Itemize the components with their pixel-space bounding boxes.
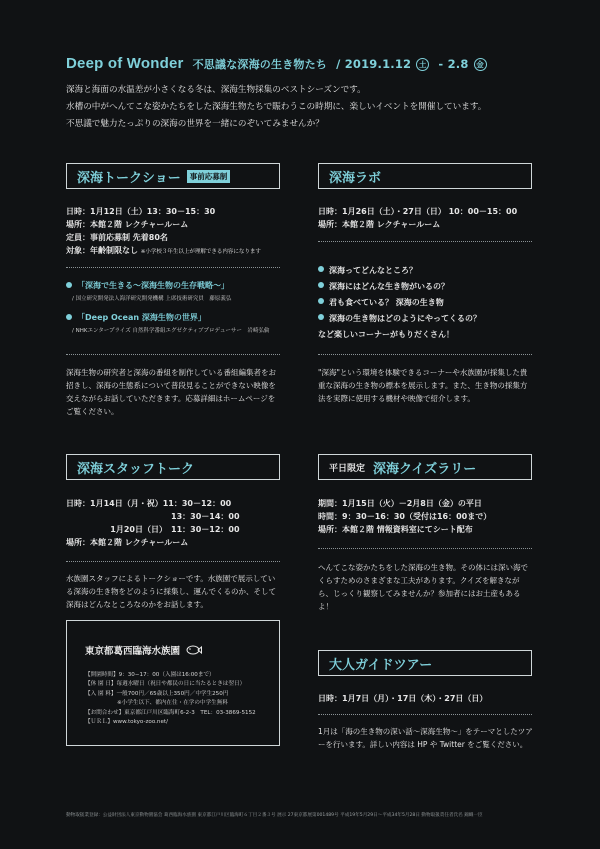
session-item [66,311,286,324]
quiz-description: へんてこな姿かたちをした深海の生き物。その体には深い海でくらすためのさまざまな工夫があります。クイズを解きながら、じっくり観察してみませんか？参加者にはお土産もあるよ！ [318,563,528,611]
date-start: / 2019.1.12 [336,57,412,71]
divider [318,241,532,242]
quiz-period: 期間：1月15日（火）－2月8日（金）の平日 [318,499,482,508]
staff-talk-date-2 [66,523,286,536]
talk-show-description: 深海生物の研究者と深海の番組を制作している番組編集者をお招きし、深海の生態系について普段見ることができない映像を交えながらお話していただきます。応募詳細はホームページをご覧ください。 [66,368,276,416]
lab-info [318,205,517,231]
session-title: 「Deep Ocean 深海生物の世界」 [77,313,206,322]
quiz-title: 深海クイズラリー [373,461,477,477]
session-presenter: / NHKエンタープライズ 自然科学番組エグゼクティブプロデューサー 岩崎弘倫 [72,328,270,334]
divider [318,354,532,355]
lab-item [318,279,538,295]
intro-line: 水槽の中がへんてこな姿かたちをした深海生物たちで賑わうこの時期に、楽しいイベントを開催しています。 [66,102,487,112]
aquarium-name [85,643,202,657]
weekday-badge-start: 土 [416,58,429,71]
bullet-dot-icon [318,282,324,288]
pre-registration-tag: 事前応募制 [187,170,231,183]
lab-item-text: 深海の生き物はどのようにやってくるの？ [329,314,481,323]
talk-show-title: 深海トークショー [77,170,181,186]
session-item [66,279,286,292]
brand-name: Deep of Wonder [66,55,184,72]
guide-tour-title: 大人ガイドツアー [329,657,433,673]
guide-tour-title-box [318,650,532,676]
lab-item [318,263,538,279]
aquarium-info-box [66,620,280,746]
talk-show-target [66,244,261,259]
talk-show-target-text: 対象：年齢制限なし [66,246,138,255]
weekday-badge-end: 金 [474,58,487,71]
aquarium-url[interactable]: 【ＵＲＬ】www.tokyo-zoo.net/ [85,719,168,726]
divider [318,714,532,715]
quiz-time: 時間：9：30－16：30（受付は16：00まで） [318,512,492,521]
divider [66,561,280,562]
divider [318,548,532,549]
quiz-place: 場所：本館２階 情報資料室にてシート配布 [318,525,473,534]
aquarium-fee-note: ※小学生以下、都内在住・在学の中学生無料 [117,700,228,707]
staff-talk-title-box [66,454,280,480]
bullet-dot-icon [66,282,72,288]
aquarium-name-text: 東京都葛西臨海水族園 [85,646,181,657]
quiz-info [318,497,491,536]
staff-talk-description: 水族園スタッフによるトークショーです。水族園で展示している深海の生き物をどのように採集し、運んでくるのか、そして深海はどんなところなのかをお話します。 [66,574,276,609]
lab-item-text: 深海ってどんなところ？ [329,266,417,275]
aquarium-hours: 【開園時間】9：30−17：00（入園は16:00まで） [85,672,215,678]
lab-date: 日時：1月26日（土）・27日（日） 10：00－15：00 [318,207,518,216]
talk-show-sessions [66,279,286,343]
lab-item [318,295,538,311]
quiz-title-box [318,454,532,480]
staff-talk-time-2: 13：30－14：00 [171,512,240,521]
aquarium-closed: 【休 園 日】毎週水曜日（祝日や都民の日に当たるときは翌日） [85,681,246,688]
lab-title-box [318,163,532,189]
bullet-dot-icon [66,314,72,320]
header [66,55,546,133]
talk-show-info [66,205,261,259]
staff-talk-place: 場所：本館２階 レクチャールーム [66,538,189,547]
bullet-dot-icon [318,314,324,320]
session-title: 「深海で生きる〜深海生物の生存戦略〜」 [77,281,229,290]
talk-show-target-note: ※小学校３年生以上が理解できる内容になります [140,249,261,255]
date-end: - 2.8 [438,57,469,71]
lab-title: 深海ラボ [329,170,382,186]
staff-talk-date-2-day: 1月20日（日） [110,525,167,534]
event-title [66,55,546,72]
bullet-dot-icon [318,298,324,304]
footer-registration: 動物取扱業登録：公益財団法人東京動物園協会 葛西臨海水族園 東京都江戸川区臨海町６丁目２番３号 展示 27東京都展第001489号 平成19年5月29日〜平成34年5月28日 動物取扱責任者氏名 錦織一臣 [66,813,483,818]
talk-show-capacity: 定員：事前応募制 先着80名 [66,233,168,242]
lab-description: "深海"という環境を体験できるコーナーや水族園が採集した貴重な深海の生き物の標本を展示します。また、生き物の採集方法を実際に使用する機材や映像で紹介します。 [318,368,528,403]
fish-logo-icon [186,645,202,655]
lab-closing: など楽しいコーナーがもりだくさん！ [318,330,454,339]
intro-line: 不思議で魅力たっぷりの深海の世界を一緒にのぞいてみませんか？ [66,119,324,129]
divider [66,354,280,355]
staff-talk-date-2-time: 11：30－12：00 [171,525,240,534]
staff-talk-info [66,497,286,549]
talk-show-date: 日時：1月12日（土）13：30－15：30 [66,207,216,216]
staff-talk-title: 深海スタッフトーク [77,461,195,477]
quiz-prefix: 平日限定 [329,463,366,474]
lab-item-text: 君も食べている？ 深海の生き物 [329,298,444,307]
bullet-dot-icon [318,266,324,272]
divider [66,267,280,268]
guide-tour-date: 日時：1月7日（月）・17日（木）・27日（日） [318,694,488,703]
lab-item-text: 深海にはどんな生き物がいるの？ [329,282,449,291]
aquarium-details [85,671,256,727]
lab-item [318,311,538,327]
intro-line: 深海と海面の水温差が小さくなる冬は、深海生物採集のベストシーズンです。 [66,85,366,95]
guide-tour-description: 1月は「海の生き物の深い話〜深海生物〜」をテーマとしたツアーを行います。詳しい内容は HP や Twitter をご覧ください。 [318,727,533,749]
aquarium-contact: 【お問合わせ】東京都江戸川区臨海町6-2-3 TEL：03-3869-5152 [85,709,256,716]
talk-show-title-box [66,163,280,189]
session-presenter: / 国立研究開発法人海洋研究開発機構 上席技術研究員 藤原義弘 [72,296,232,302]
talk-show-place: 場所：本館２階 レクチャールーム [66,220,189,229]
staff-talk-date-1: 日時：1月14日（月・祝）11：30－12：00 [66,499,232,508]
lab-place: 場所：本館２階 レクチャールーム [318,220,441,229]
event-subtitle: 不思議な深海の生き物たち [192,58,328,71]
aquarium-fee: 【入 園 料】一般700円／65歳以上350円／中学生250円 [85,690,229,697]
lab-items [318,263,538,343]
guide-tour-info [318,692,487,705]
intro-text [66,82,546,133]
